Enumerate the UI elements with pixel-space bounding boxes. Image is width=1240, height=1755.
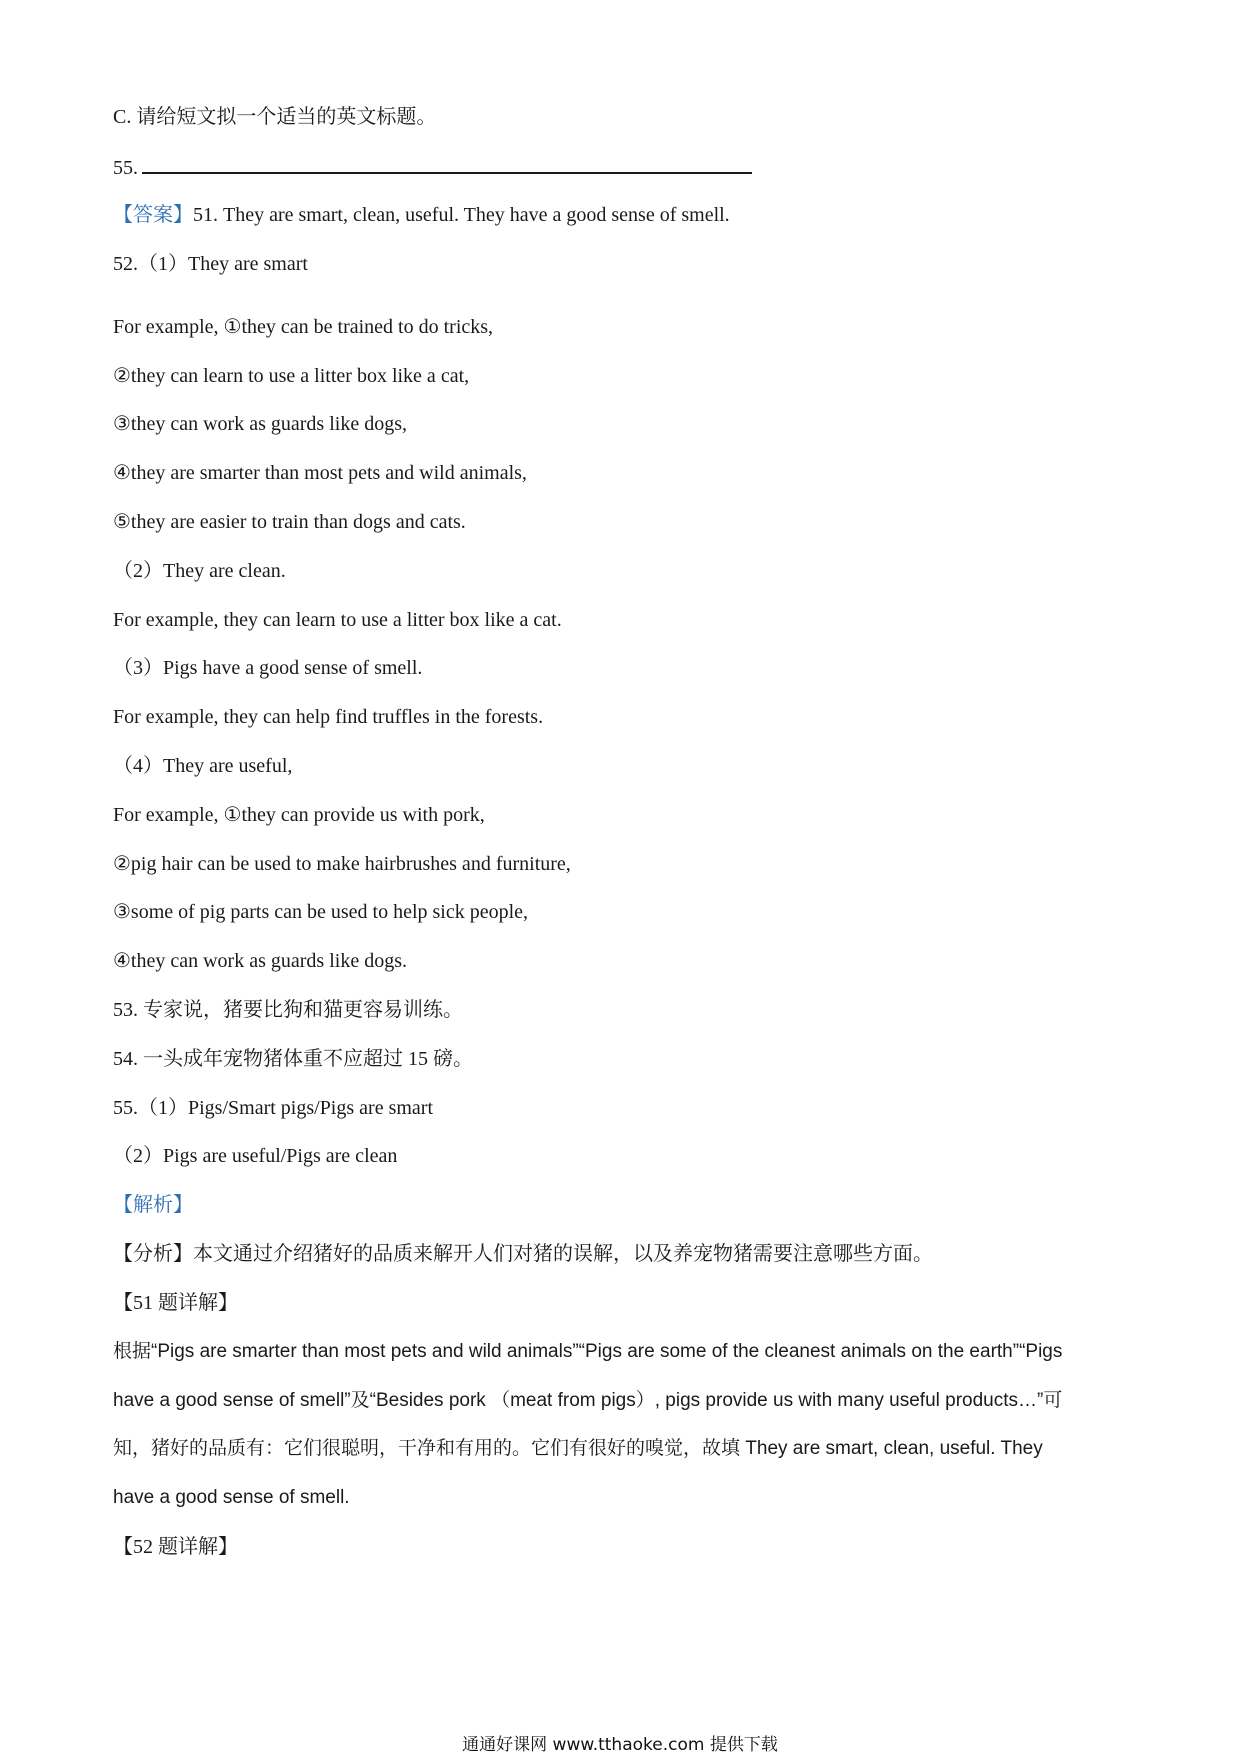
answer-52-line: ⑤they are easier to train than dogs and cats. (113, 511, 466, 533)
answer-52-head: 52.（1）They are smart (113, 253, 308, 275)
analysis-51-body-line: have a good sense of smell”及“Besides pork （meat from pigs）, pigs provide us with many useful products…”可 (113, 1390, 1063, 1411)
answer-52-line: ③some of pig parts can be used to help sick people, (113, 901, 529, 923)
answer-55-part1: 55.（1）Pigs/Smart pigs/Pigs are smart (113, 1097, 433, 1119)
answer-51 (113, 202, 730, 228)
analysis-51-body-line: have a good sense of smell. (113, 1487, 350, 1508)
question-55-label: 55. (113, 157, 138, 179)
page-footer: 通通好课网 www.tthaoke.com 提供下载 (462, 1735, 778, 1755)
answer-52-line: （4）They are useful, (113, 755, 293, 777)
answer-52-line: （2）They are clean. (113, 560, 286, 582)
analysis-summary: 【分析】本文通过介绍猪好的品质来解开人们对猪的误解，以及养宠物猪需要注意哪些方面。 (113, 1243, 933, 1265)
answer-52-line: For example, ①they can provide us with pork, (113, 804, 485, 826)
answer-53: 53. 专家说，猪要比狗和猫更容易训练。 (113, 999, 463, 1021)
answer-tag: 【答案】 (113, 204, 193, 226)
analysis-tag: 【解析】 (113, 1194, 193, 1216)
answer-blank-line[interactable] (142, 154, 752, 174)
analysis-51-title: 【51 题详解】 (113, 1292, 238, 1314)
answer-52-line: ④they are smarter than most pets and wild animals, (113, 462, 527, 484)
answer-52-line: ②pig hair can be used to make hairbrushes and furniture, (113, 853, 571, 875)
answer-52-line: For example, ①they can be trained to do tricks, (113, 316, 494, 338)
answer-52-line: （3）Pigs have a good sense of smell. (113, 657, 423, 679)
answer-52-line: ④they can work as guards like dogs. (113, 950, 407, 972)
answer-52-line: For example, they can help find truffles in the forests. (113, 706, 544, 728)
analysis-51-body-line: 根据“Pigs are smarter than most pets and wild animals”“Pigs are some of the cleanest animals on the earth”“Pigs (113, 1341, 1063, 1362)
question-55-blank (113, 154, 752, 181)
answer-51-text: 51. They are smart, clean, useful. They have a good sense of smell. (193, 204, 730, 226)
answer-52-line: ③they can work as guards like dogs, (113, 413, 407, 435)
analysis-51-body-line: 知，猪好的品质有：它们很聪明，干净和有用的。它们有很好的嗅觉，故填 They are smart, clean, useful. They (113, 1438, 1043, 1459)
answer-55-part2: （2）Pigs are useful/Pigs are clean (113, 1145, 398, 1167)
analysis-52-title: 【52 题详解】 (113, 1536, 238, 1558)
section-c-instruction: C. 请给短文拟一个适当的英文标题。 (113, 106, 437, 128)
answer-52-line: For example, they can learn to use a litter box like a cat. (113, 609, 562, 631)
answer-52-line: ②they can learn to use a litter box like a cat, (113, 365, 470, 387)
answer-54: 54. 一头成年宠物猪体重不应超过 15 磅。 (113, 1048, 473, 1070)
